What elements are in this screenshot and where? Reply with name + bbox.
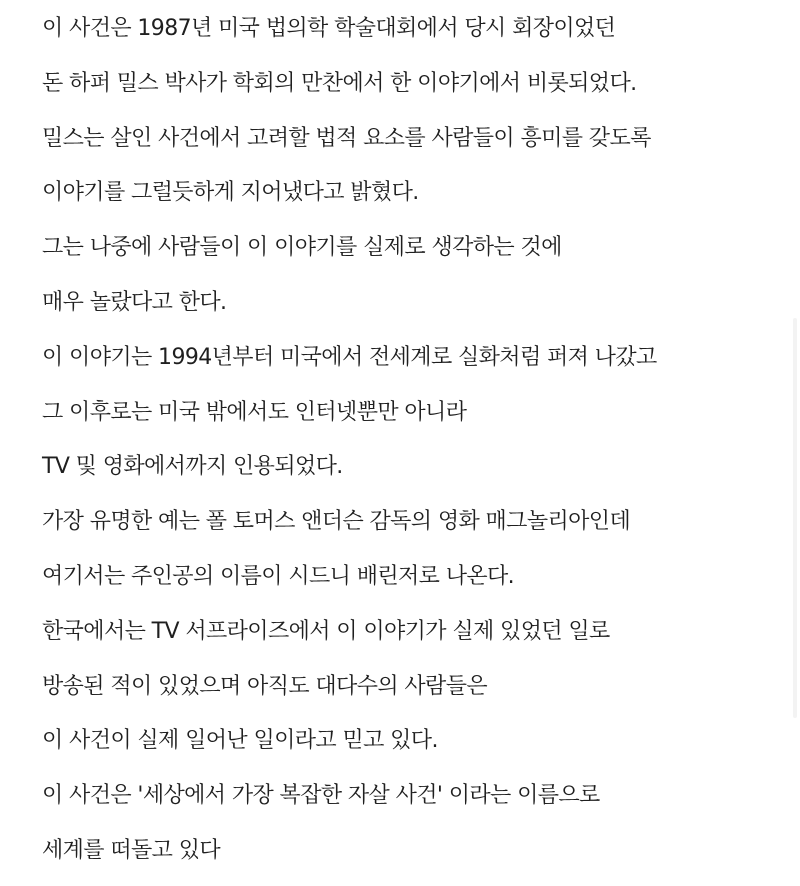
text-line: 이 사건은 1987년 미국 법의학 학술대회에서 당시 회장이었던 (42, 16, 616, 41)
text-line: 이야기를 그럴듯하게 지어냈다고 밝혔다. (42, 180, 419, 206)
text-line: 가장 유명한 예는 폴 토머스 앤더슨 감독의 영화 매그놀리아인데 (42, 509, 631, 535)
text-line: 세계를 떠돌고 있다 (42, 837, 221, 863)
text-line: 돈 하퍼 밀스 박사가 학회의 만찬에서 한 이야기에서 비롯되었다. (42, 70, 637, 96)
text-line: 이 사건이 실제 일어난 일이라고 믿고 있다. (42, 728, 438, 754)
text-line: 매우 놀랐다고 한다. (42, 289, 227, 315)
scrollbar-thumb[interactable] (793, 318, 797, 718)
text-line: 방송된 적이 있었으며 아직도 대다수의 사람들은 (42, 673, 488, 699)
text-line: TV 및 영화에서까지 인용되었다. (42, 454, 343, 480)
scrollbar[interactable] (790, 0, 800, 799)
text-line: 한국에서는 TV 서프라이즈에서 이 이야기가 실제 있었던 일로 (42, 618, 610, 644)
text-line: 이 이야기는 1994년부터 미국에서 전세계로 실화처럼 퍼져 나갔고 (42, 344, 657, 370)
text-line: 밀스는 살인 사건에서 고려할 법적 요소를 사람들이 흥미를 갖도록 (42, 125, 651, 151)
text-line: 이 사건은 '세상에서 가장 복잡한 자살 사건' 이라는 이름으로 (42, 783, 600, 809)
article-body (42, 9, 782, 886)
text-line: 여기서는 주인공의 이름이 시드니 배린저로 나온다. (42, 563, 515, 589)
text-line: 그는 나중에 사람들이 이 이야기를 실제로 생각하는 것에 (42, 235, 562, 261)
text-line: 그 이후로는 미국 밖에서도 인터넷뿐만 아니라 (42, 399, 467, 425)
